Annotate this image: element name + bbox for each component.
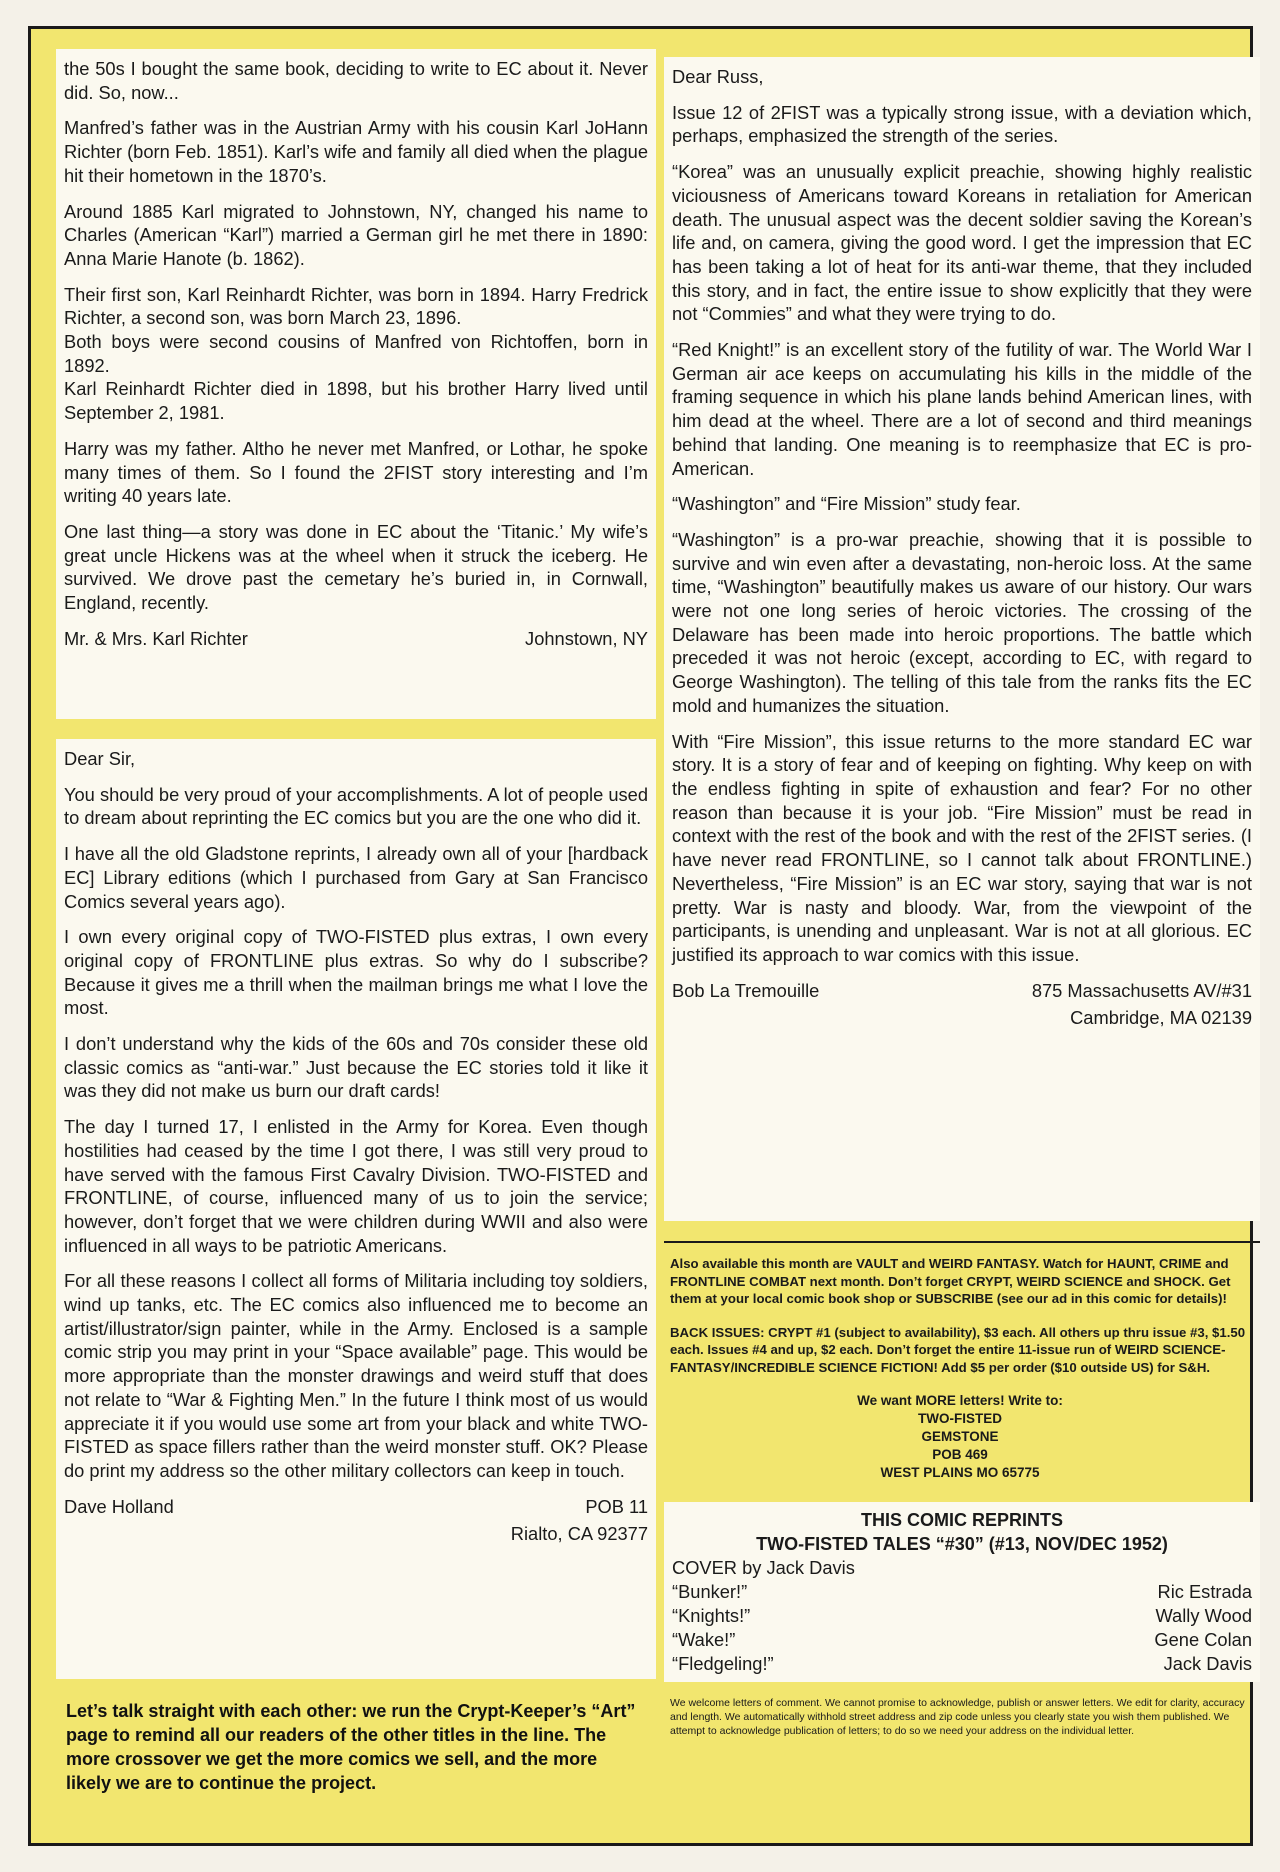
signature-address-line: 875 Massachusetts AV/#31 [1031, 979, 1252, 1001]
credit-row [672, 1628, 1252, 1652]
story-title: “Fledgeling!” [672, 1653, 774, 1674]
address-line: TWO-FISTED [918, 1411, 1002, 1426]
credit-row [672, 1580, 1252, 1604]
divider [664, 1241, 1260, 1243]
letter-signature-line2 [64, 1522, 648, 1546]
letter-holland [56, 739, 656, 1679]
letter-paragraph: Manfred’s father was in the Austrian Army with his cousin Karl JoHann Richter (born Feb. 1851). Karl’s wife and family all died when the plague hit their hometown in the 1870’s. [64, 117, 648, 186]
credit-cover [672, 1556, 1252, 1580]
credits-subheading: TWO-FISTED TALES “#30” (#13, NOV/DEC 1952) [756, 1534, 1168, 1554]
letter-paragraph: Harry was my father. Altho he never met Manfred, or Lothar, he spoke many times of them. So I found the 2FIST story interesting and I’m writing 40 years late. [64, 437, 648, 507]
letter-richter [56, 49, 656, 719]
address-line: POB 469 [932, 1447, 988, 1462]
letter-paragraph: With “Fire Mission”, this issue returns to the more standard EC war story. It is a story of fear and of keeping on fighting. Why keep on with the endless fighting in spite of exhaustion and fear? For no other reason than because it is your job. “Fire Mission” must be read in context with the rest of the book and with the rest of the 2FIST series. (I have never read FRONTLINE, so I cannot talk about FRONTLINE.) Nevertheless, “Fire Mission” is an EC war story, saying that war is not pretty. War is nasty and bloody. War, from the viewpoint of the participants, is unending and unpleasant. War is not at all glorious. EC justified its approach to war comics with this issue. [672, 730, 1252, 965]
story-title: “Knights!” [672, 1605, 751, 1626]
letter-signature [672, 979, 1252, 1003]
credit-row [672, 1604, 1252, 1628]
story-artist: Gene Colan [1154, 1629, 1252, 1650]
credits-heading: THIS COMIC REPRINTS [860, 1510, 1063, 1530]
signature-address-line: POB 11 [585, 1495, 648, 1517]
story-artist: Wally Wood [1155, 1605, 1252, 1626]
write-to-heading: We want MORE letters! Write to: [857, 1393, 1063, 1408]
letter-signature [64, 627, 648, 651]
letter-paragraph: I don’t understand why the kids of the 60s and 70s consider these old classic comics as “anti-war.” Just because the EC stories told it like it was they did not make us burn our draft cards! [64, 1033, 648, 1102]
letter-salutation: Dear Sir, [64, 748, 136, 769]
signature-city: Johnstown, NY [525, 627, 648, 649]
fine-print: We welcome letters of comment. We cannot promise to acknowledge, publish or answer letters. We edit for clarity, accuracy and length. We automatically withhold street address and zip code unless you clearly state you wish them published. We attempt to acknowledge publication of letters; to do so we need your address on the individual letter. [670, 1697, 1245, 1737]
write-to-block [670, 1392, 1250, 1482]
letter-paragraph: “Korea” was an unusually explicit preachie, showing highly realistic viciousness of Americans toward Koreans in retaliation for American death. The unusual aspect was the decent soldier saving the Korean’s life and, on camera, giving the good word. I get the impression that EC has been taking a lot of heat for its anti-war theme, that they included this story, and in fact, the entire issue to show explicitly that they were not “Commies” and what they were trying to do. [672, 161, 1252, 325]
letter-paragraph: Around 1885 Karl migrated to Johnstown, NY, changed his name to Charles (American “Karl”) married a German girl he met there in 1890: Anna Marie Hanote (b. 1862). [64, 200, 648, 269]
reprint-credits [664, 1502, 1260, 1682]
credit-cover-text: COVER by Jack Davis [672, 1557, 855, 1578]
right-column [664, 57, 1260, 1738]
letter-paragraph: “Washington” and “Fire Mission” study fear. [672, 493, 1021, 515]
letter-paragraph: “Washington” is a pro-war preachie, showing that it is possible to survive and win even after a devastating, non-heroic loss. At the same time, “Washington” beautifully makes us aware of our history. Our wars were not one long series of heroic victories. The crossing of the Delaware has been made into heroic proportions. The battle which preceded it was not heroic (except, according to EC, with regard to George Washington). The telling of this tale from the ranks fits the EC mold and humanizes the situation. [672, 528, 1252, 716]
letter-paragraph: I have all the old Gladstone reprints, I already own all of your [hardback EC] Library editions (which I purchased from Gary at San Francisco Comics several years ago). [64, 843, 648, 912]
signature-name: Bob La Tremouille [672, 979, 820, 1001]
publisher-notice [664, 1255, 1260, 1482]
letter-paragraph: Their first son, Karl Reinhardt Richter, was born in 1894. Harry Fredrick Richter, a second son, was born March 23, 1896. [64, 283, 648, 329]
letter-paragraph: For all these reasons I collect all forms of Militaria including toy soldiers, wind up tanks, etc. The EC comics also influenced me to become an artist/illustrator/sign painter, while in the Army. Enclosed is a sample comic strip you may print in your “Space available” page. This would be more appropriate than the monster drawings and weird stuff that does not relate to “War & Fighting Men.” In the future I think most of us would appreciate it if you would use some art from your black and white TWO-FISTED as space fillers rather than the weird monster stuff. OK? Please do print my address so the other military collectors can keep in touch. [64, 1270, 648, 1481]
letter-paragraph: One last thing—a story was done in EC about the ‘Titanic.’ My wife’s great uncle Hickens was at the wheel when it struck the iceberg. He survived. We drove past the cemetary he’s buried in, in Cornwall, England, recently. [64, 520, 648, 614]
address-line: WEST PLAINS MO 65775 [880, 1465, 1040, 1480]
left-column [56, 49, 656, 1795]
credit-row [672, 1652, 1252, 1676]
also-available-text: Also available this month are VAULT and WEIRD FANTASY. Watch for HAUNT, CRIME and FRONTLINE COMBAT next month. Don’t forget CRYPT, WEIRD SCIENCE and SHOCK. Get them at your local comic book shop or SUBSCRIBE (see our ad in this comic for details)! [670, 1256, 1231, 1306]
story-title: “Bunker!” [672, 1581, 748, 1602]
letter-paragraph: You should be very proud of your accomplishments. A lot of people used to dream about reprinting the EC comics but you are the one who did it. [64, 783, 648, 829]
signature-address-line: Cambridge, MA 02139 [1070, 1007, 1252, 1029]
signature-name: Dave Holland [64, 1495, 174, 1517]
letter-la-tremouille [664, 57, 1260, 1221]
letter-signature [64, 1495, 648, 1519]
story-artist: Jack Davis [1163, 1653, 1252, 1674]
back-issues-text: BACK ISSUES: CRYPT #1 (subject to availability), $3 each. All others up thru issue #3, $1.50 each. Issues #4 and up, $2 each. Don’t forget the entire 11-issue run of WEIRD SCIENCE-FANTASY/INCREDIBLE SCIENCE FICTION! Add $5 per order ($10 outside US) for S&H. [670, 1324, 1246, 1375]
letter-paragraph: Issue 12 of 2FIST was a typically strong issue, with a deviation which, perhaps, emphasized the strength of the series. [672, 101, 1252, 147]
signature-address-line: Rialto, CA 92377 [510, 1523, 648, 1545]
crossover-promo: Let’s talk straight with each other: we run the Crypt-Keeper’s “Art” page to remind all our readers of the other titles in the line. The more crossover we get the more comics we sell, and the more likely we are to continue the project. [66, 1701, 636, 1793]
letter-paragraph: Karl Reinhardt Richter died in 1898, but his brother Harry lived until September 2, 1981. [64, 378, 648, 424]
address-line: GEMSTONE [921, 1429, 999, 1444]
letter-paragraph: Both boys were second cousins of Manfred von Richtoffen, born in 1892. [64, 331, 648, 376]
signature-name: Mr. & Mrs. Karl Richter [64, 627, 248, 649]
letters-page [28, 26, 1253, 1846]
story-title: “Wake!” [672, 1629, 736, 1650]
letter-salutation: Dear Russ, [672, 66, 764, 87]
letter-paragraph: The day I turned 17, I enlisted in the Army for Korea. Even though hostilities had ceased by the time I got there, I was still very proud to have served with the famous First Cavalry Division. TWO-FISTED and FRONTLINE, of course, influenced many of us to join the service; however, don’t forget that we were children during WWII and also were influenced in all ways to be patriotic Americans. [64, 1116, 648, 1256]
letter-signature-line2 [672, 1006, 1252, 1030]
letter-paragraph: the 50s I bought the same book, deciding to write to EC about it. Never did. So, now... [64, 58, 648, 103]
letter-paragraph: “Red Knight!” is an excellent story of the futility of war. The World War I German air ace keeps on accumulating his kills in the middle of the framing sequence in which his plane lands behind American lines, with him dead at the wheel. There are a lot of second and third meanings behind that landing. One meaning is to reemphasize that EC is pro-American. [672, 339, 1252, 479]
story-artist: Ric Estrada [1157, 1581, 1252, 1602]
letter-paragraph: I own every original copy of TWO-FISTED plus extras, I own every original copy of FRONTLINE plus extras. So why do I subscribe? Because it gives me a thrill when the mailman brings me what I love the most. [64, 926, 648, 1019]
